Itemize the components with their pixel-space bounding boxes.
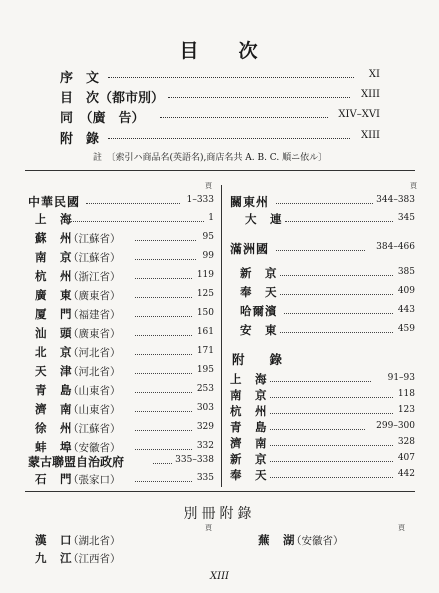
city-name: 徐 州 xyxy=(35,421,73,435)
page-number: 95 xyxy=(202,232,214,242)
city-name: 安 東 xyxy=(240,323,278,337)
leader-dots xyxy=(168,97,350,98)
page-number: 328 xyxy=(397,437,415,447)
province: （廣東省） xyxy=(68,328,121,340)
section-divider xyxy=(25,491,415,492)
city-name: 關東州 xyxy=(230,195,270,209)
page-number: 150 xyxy=(196,308,214,318)
page-number: 1–333 xyxy=(186,195,214,205)
list-item xyxy=(35,211,214,227)
province: （浙江省） xyxy=(68,271,121,283)
page-number: 123 xyxy=(397,405,415,415)
leader-dots xyxy=(135,449,192,450)
toc-page: XIII xyxy=(361,89,380,100)
city-name: 青 島 xyxy=(230,420,268,434)
toc-page: XIV–XVI xyxy=(338,109,380,120)
page-number: 409 xyxy=(397,286,415,296)
page-number: 385 xyxy=(397,267,415,277)
leader-dots xyxy=(135,316,192,317)
toc-label: 附 錄 xyxy=(60,132,100,147)
province: （江蘇省） xyxy=(68,423,121,435)
leader-dots xyxy=(71,221,204,222)
province: （山東省） xyxy=(68,385,121,397)
page-number: 345 xyxy=(397,213,415,223)
toc-row xyxy=(60,87,380,105)
page-number: 344–383 xyxy=(376,195,415,205)
page-number: 118 xyxy=(397,389,415,399)
toc-row xyxy=(60,128,380,146)
page-number: 171 xyxy=(196,346,214,356)
province: （河北省） xyxy=(68,347,121,359)
province: （江西省） xyxy=(68,553,121,565)
leader-dots xyxy=(135,297,192,298)
leader-dots xyxy=(135,373,192,374)
city-name: 青 島 xyxy=(35,383,73,397)
page-number: 299–300 xyxy=(376,421,415,431)
province: （江蘇省） xyxy=(68,252,121,264)
list-item xyxy=(35,532,210,548)
leader-dots xyxy=(135,278,192,279)
list-item xyxy=(230,435,415,451)
city-name: 杭 州 xyxy=(35,269,73,283)
leader-dots xyxy=(160,117,328,118)
list-item xyxy=(230,419,415,435)
page-column-header: 頁 xyxy=(205,182,212,190)
leader-dots xyxy=(276,250,365,251)
page-number: 329 xyxy=(196,422,214,432)
page-number: 335–338 xyxy=(175,455,214,465)
province: （廣東省） xyxy=(68,290,121,302)
list-item xyxy=(230,240,415,256)
city-name: 厦 門 xyxy=(35,307,73,321)
list-item xyxy=(35,363,214,379)
city-name: 上 海 xyxy=(230,372,268,386)
leader-dots xyxy=(270,413,393,414)
toc-row xyxy=(60,107,380,125)
list-item xyxy=(35,550,210,566)
leader-dots xyxy=(86,203,180,204)
page-number: 161 xyxy=(196,327,214,337)
list-item xyxy=(230,467,415,483)
city-name: 石 門 xyxy=(35,472,73,486)
toc-page: XI xyxy=(368,69,380,80)
list-item xyxy=(240,284,415,300)
page-number: 335 xyxy=(196,473,214,483)
city-name: 新 京 xyxy=(230,452,268,466)
list-item xyxy=(240,322,415,338)
list-item xyxy=(35,230,214,246)
list-item xyxy=(230,371,415,387)
list-item xyxy=(28,193,214,209)
page-number: 303 xyxy=(196,403,214,413)
leader-dots xyxy=(270,461,393,462)
leader-dots xyxy=(280,294,393,295)
city-name: 蚌 埠 xyxy=(35,440,73,454)
toc-label: 序 文 xyxy=(60,71,100,86)
leader-dots xyxy=(135,354,192,355)
province: （山東省） xyxy=(68,404,121,416)
page-number: 195 xyxy=(196,365,214,375)
list-item xyxy=(35,249,214,265)
toc-label: 同 （廣 告） xyxy=(60,111,145,126)
appendix-heading: 附 錄 xyxy=(232,352,283,367)
city-name: 南 京 xyxy=(230,388,268,402)
page-number: 332 xyxy=(196,441,214,451)
leader-dots xyxy=(270,381,371,382)
list-item xyxy=(35,471,214,487)
city-name: 漢 口 xyxy=(35,533,73,547)
city-name: 奉 天 xyxy=(230,468,268,482)
city-name: 中華民國 xyxy=(28,195,81,209)
toc-label: 目 次（都市別） xyxy=(60,91,165,106)
leader-dots xyxy=(135,335,192,336)
province: （安徽省） xyxy=(291,535,344,547)
page-number-footer: XIII xyxy=(210,571,229,582)
page-column-header: 頁 xyxy=(410,182,417,190)
list-item xyxy=(230,387,415,403)
province: （福建省） xyxy=(68,309,121,321)
leader-dots xyxy=(285,221,393,222)
list-item xyxy=(35,420,214,436)
page-column-header: 頁 xyxy=(398,524,405,532)
city-name: 哈爾濱 xyxy=(240,304,278,318)
list-item xyxy=(230,193,415,209)
list-item xyxy=(230,403,415,419)
leader-dots xyxy=(135,259,196,260)
list-item xyxy=(240,265,415,281)
leader-dots xyxy=(284,313,393,314)
toc-note: 註 〔索引ハ商品名(英語名),商店名共 A. B. C. 順ニ依ル〕 xyxy=(93,153,328,163)
leader-dots xyxy=(270,397,393,398)
separate-appendix-title: 別冊附錄 xyxy=(183,506,256,522)
page-title: 目 次 xyxy=(179,40,260,62)
province: （河北省） xyxy=(68,366,121,378)
toc-row xyxy=(60,67,380,85)
leader-dots xyxy=(280,275,393,276)
city-name: 汕 頭 xyxy=(35,326,73,340)
city-name: 濟 南 xyxy=(230,436,268,450)
page-number: 459 xyxy=(397,324,415,334)
leader-dots xyxy=(270,429,365,430)
leader-dots xyxy=(276,203,373,204)
city-name: 奉 天 xyxy=(240,285,278,299)
list-item xyxy=(35,268,214,284)
leader-dots xyxy=(108,77,354,78)
leader-dots xyxy=(135,430,192,431)
toc-page: XIII xyxy=(361,130,380,141)
leader-dots xyxy=(153,463,172,464)
city-name: 蒙古聯盟自治政府 xyxy=(28,455,125,469)
leader-dots xyxy=(108,138,350,139)
city-name: 天 津 xyxy=(35,364,73,378)
list-item xyxy=(245,211,415,227)
list-item xyxy=(35,382,214,398)
page-number: 384–466 xyxy=(376,242,415,252)
list-item xyxy=(35,306,214,322)
page-number: 119 xyxy=(196,270,214,280)
leader-dots xyxy=(135,481,192,482)
city-name: 滿洲國 xyxy=(230,242,270,256)
city-name: 北 京 xyxy=(35,345,73,359)
city-name: 九 江 xyxy=(35,551,73,565)
column-divider xyxy=(221,185,222,487)
city-name: 蘇 州 xyxy=(35,231,73,245)
list-item xyxy=(28,453,214,469)
leader-dots xyxy=(280,332,393,333)
leader-dots xyxy=(135,411,192,412)
page-number: 125 xyxy=(196,289,214,299)
leader-dots xyxy=(270,445,393,446)
city-name: 杭 州 xyxy=(230,404,268,418)
city-name: 濟 南 xyxy=(35,402,73,416)
page-number: 1 xyxy=(208,213,214,223)
list-item xyxy=(258,532,408,548)
city-name: 南 京 xyxy=(35,250,73,264)
list-item xyxy=(35,344,214,360)
leader-dots xyxy=(135,392,192,393)
page-number: 91–93 xyxy=(387,373,415,383)
province: （湖北省） xyxy=(68,535,121,547)
page-number: 253 xyxy=(196,384,214,394)
list-item xyxy=(35,325,214,341)
page-number: 407 xyxy=(397,453,415,463)
province: （安徽省） xyxy=(68,442,121,454)
city-name: 蕪 湖 xyxy=(258,533,296,547)
city-name: 廣 東 xyxy=(35,288,73,302)
list-item xyxy=(35,287,214,303)
page-column-header: 頁 xyxy=(205,524,212,532)
page-number: 443 xyxy=(397,305,415,315)
city-name: 上 海 xyxy=(35,212,73,226)
list-item xyxy=(230,451,415,467)
list-item xyxy=(35,401,214,417)
city-name: 新 京 xyxy=(240,266,278,280)
leader-dots xyxy=(270,477,393,478)
province: （張家口） xyxy=(68,474,121,486)
page-number: 442 xyxy=(397,469,415,479)
province: （江蘇省） xyxy=(68,233,121,245)
list-item xyxy=(240,303,415,319)
leader-dots xyxy=(135,240,196,241)
page-number: 99 xyxy=(202,251,214,261)
city-name: 大 連 xyxy=(245,212,283,226)
section-divider xyxy=(25,170,415,171)
